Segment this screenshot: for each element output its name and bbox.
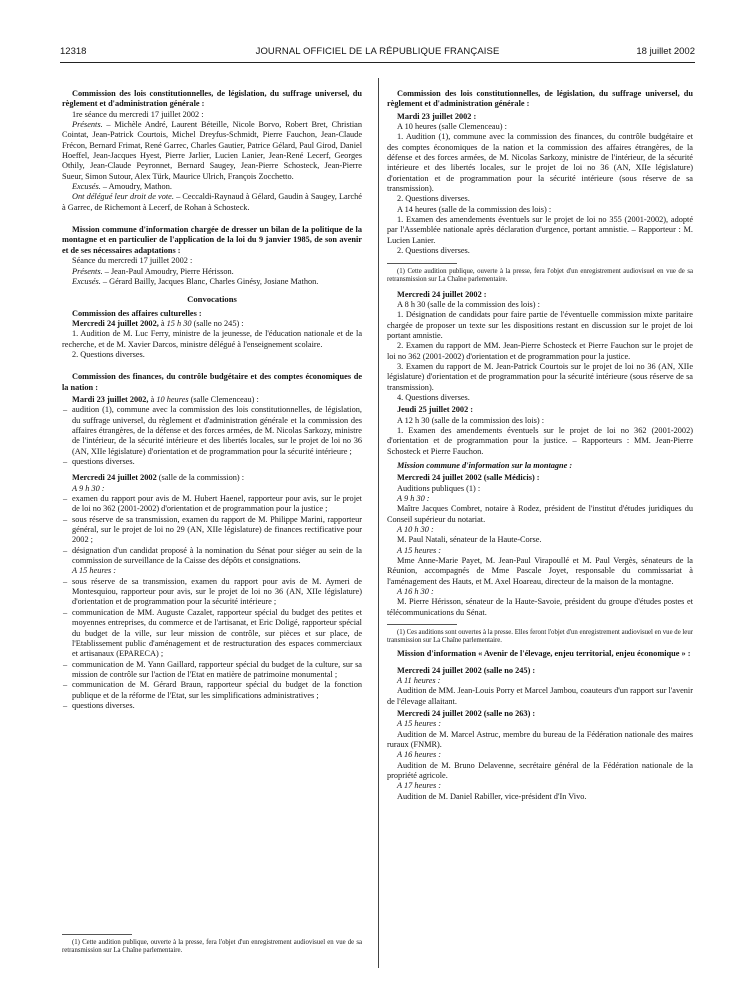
time-slot: A 12 h 30 (salle de la commission des lois) : bbox=[397, 415, 545, 425]
section-title: Commission des affaires culturelles : bbox=[72, 308, 202, 318]
agenda-item: 1. Désignation de candidats pour faire partie de l'éventuelle commission mixte paritaire chargée de proposer un texte sur les dispositions restant en discussion sur le projet de loi portant amnistie. bbox=[387, 310, 693, 340]
meeting-date-bold: Mercredi 24 juillet 2002, bbox=[72, 318, 159, 328]
excuses-label: Excusés. bbox=[72, 182, 101, 192]
section-title: Mission d'information « Avenir de l'élevage, enjeu territorial, enjeu économique » : bbox=[397, 649, 691, 659]
footnote-rule bbox=[387, 624, 457, 625]
audition-item: M. Paul Natali, sénateur de la Haute-Corse. bbox=[397, 535, 542, 545]
agenda-item: – désignation d'un candidat proposé à la nomination du Sénat pour siéger au sein de la commission de surveillance de la Caisse des dépôts et consignations. bbox=[72, 546, 362, 567]
section-commission-lois-convocation bbox=[387, 89, 693, 457]
meeting-room: (salle Clemenceau) : bbox=[188, 394, 259, 404]
meeting-date bbox=[62, 319, 362, 329]
section-title: Commission des lois constitutionnelles, de législation, du suffrage universel, du règlement et d'administration générale : bbox=[387, 89, 693, 109]
audition-item: Audition de M. Bruno Delavenne, secrétaire général de la Fédération nationale de la propriété agricole. bbox=[387, 760, 693, 780]
agenda-item: – audition (1), commune avec la commission des lois constitutionnelles, de législation, du suffrage universel, du règlement et d'administration générale et la commission des affaires étrangères, de la défense et des forces armées, de M. Nicolas Sarkozy, ministre de l'intérieur, de la sécurité intérieure et des libertés locales, sur le projet de loi no 36 (AN, XIIe législature) d'orientation et de programmation pour la sécurité intérieure ; bbox=[72, 405, 362, 457]
time-slot bbox=[387, 546, 693, 556]
time-slot bbox=[387, 525, 693, 535]
audition-item: Maître Jacques Combret, notaire à Rodez, président de l'institut d'études juridiques du Conseil supérieur du notariat. bbox=[387, 504, 693, 524]
footnote: (1) Ces auditions sont ouvertes à la presse. Elles feront l'objet d'un enregistrement audiovisuel en vue de leur transmission sur La Chaîne parlementaire. bbox=[387, 629, 693, 645]
agenda-item: 1. Audition (1), commune avec la commission des finances, du contrôle budgétaire et des comptes économiques de la nation et la commission des affaires étrangères, de la défense et des forces armées, de M. Nicolas Sarkozy, ministre de l'intérieur, de la sécurité intérieure et des libertés locales, sur le projet de loi no 36 (AN, XIIe législature) d'orientation et de programmation pour la sécurité intérieure (sous réserve de sa transmission). bbox=[387, 132, 693, 194]
footnote-rule bbox=[62, 934, 132, 935]
agenda-item: – questions diverses. bbox=[72, 457, 362, 467]
time-slot bbox=[62, 566, 362, 576]
excuses-label: Excusés. bbox=[72, 276, 101, 286]
audition-item: Audition de M. Marcel Astruc, membre du bureau de la Fédération nationale des maires ruraux (FNMR). bbox=[387, 729, 693, 749]
agenda-item: – communication de M. Yann Gaillard, rapporteur spécial du budget de la culture, sur sa mission de contrôle sur l'action de l'Etat en matière de patrimoine monumental ; bbox=[72, 660, 362, 681]
meeting-time: 15 h 30 bbox=[166, 318, 192, 328]
meeting-date bbox=[62, 395, 362, 405]
time-slot-label: A 15 heures : bbox=[397, 545, 442, 555]
section-title: Mission commune d'information chargée de dresser un bilan de la politique de la montagne et en particulier de l'application de la loi du 9 janvier 1985, de son avenir et de ses nécessaires adaptations : bbox=[62, 225, 362, 255]
agenda-list bbox=[62, 577, 362, 711]
presents-text: – Jean-Paul Amoudry, Pierre Hérisson. bbox=[102, 266, 234, 276]
delegation-paragraph bbox=[62, 192, 362, 213]
meeting-date-sep: à bbox=[148, 394, 157, 404]
time-slot bbox=[387, 587, 693, 597]
excuses-text: – Amoudry, Mathon. bbox=[100, 182, 172, 192]
time-slot: A 14 heures (salle de la commission des lois) : bbox=[397, 204, 552, 214]
time-slot-label: A 15 heures : bbox=[397, 719, 442, 729]
presents-text: – Michèle André, Laurent Béteille, Nicole Borvo, Robert Bret, Christian Cointat, Jean-Patrick Courtois, Michel Dreyfus-Schmidt, Pierre Fauchon, Jean-Claude Frécon, Bernard Frimat, René Garrec, Charles Gautier, Patrice Gélard, Paul Girod, Daniel Hoeffel, Jean-Jacques Hyest, Pierre Jarlier, Lucien Lanier, Jean-René Lecerf, Georges Othily, Jean-Claude Peyronnet, Bernard Saugey, Jean-Pierre Schosteck, Jean-Pierre Sueur, Simon Sutour, Alex Türk, Maurice Ulrich, François Zocchetto. bbox=[62, 120, 362, 181]
time-slot bbox=[387, 494, 693, 504]
time-slot-label: A 16 heures : bbox=[397, 750, 442, 760]
meeting-room: (salle de la commission) : bbox=[156, 473, 245, 483]
agenda-item: 2. Questions diverses. bbox=[72, 349, 145, 359]
time-slot bbox=[387, 676, 693, 686]
column-divider bbox=[378, 78, 379, 968]
time-slot-label: A 9 h 30 : bbox=[397, 494, 430, 504]
time-slot-label: A 17 heures : bbox=[397, 781, 442, 791]
agenda-item: – sous réserve de sa transmission, examen du rapport pour avis de M. Aymeri de Montesquiou, rapporteur pour avis, sur le projet de loi no 36 (AN, XIIe législature) d'orientation et de programmation pour la sécurité intérieure ; bbox=[72, 577, 362, 608]
meeting-date: Mercredi 24 juillet 2002 (salle no 245) : bbox=[397, 665, 536, 675]
meeting-date bbox=[62, 473, 362, 483]
excuses-paragraph bbox=[62, 182, 362, 192]
agenda-item: – communication de M. Gérard Braun, rapporteur spécial du budget de la fonction publique et de la réforme de l'Etat, sur les simplifications administratives ; bbox=[72, 680, 362, 701]
right-column bbox=[387, 85, 693, 802]
agenda-item: – questions diverses. bbox=[72, 701, 362, 711]
section-title: Commission des finances, du contrôle budgétaire et des comptes économiques de la nation : bbox=[62, 372, 362, 392]
agenda-item: 3. Examen du rapport de M. Jean-Patrick Courtois sur le projet de loi no 36 (AN, XIIe législature) d'orientation et de programmation pour la sécurité intérieure (sous réserve de sa transmission). bbox=[387, 361, 693, 392]
agenda-item: 1. Audition de M. Luc Ferry, ministre de la jeunesse, de l'éducation nationale et de la recherche, et de M. Xavier Darcos, ministre délégué à l'enseignement scolaire. bbox=[62, 329, 362, 349]
excuses-paragraph bbox=[62, 277, 362, 287]
time-slot bbox=[387, 781, 693, 791]
meeting-date-bold: Mercredi 24 juillet 2002 bbox=[72, 473, 157, 483]
audition-item: Audition de MM. Jean-Louis Porry et Marcel Jambou, coauteurs d'un rapport sur l'avenir de l'élevage allaitant. bbox=[387, 686, 693, 706]
section-mission-montagne bbox=[387, 461, 693, 645]
audition-item: M. Pierre Hérisson, sénateur de la Haute-Savoie, président du groupe d'études postes et télécommunications du Sénat. bbox=[387, 597, 693, 617]
section-commission-lois-seance bbox=[62, 89, 362, 213]
presents-label: Présents. bbox=[72, 120, 103, 130]
audition-item: Audition de M. Daniel Rabiller, vice-président d'In Vivo. bbox=[397, 791, 587, 801]
footnote: (1) Cette audition publique, ouverte à la presse, fera l'objet d'un enregistrement audiovisuel en vue de sa retransmission sur La Chaîne parlementaire. bbox=[62, 939, 362, 954]
agenda-item: – communication de MM. Auguste Cazalet, rapporteur spécial du budget des petites et moyennes entreprises, du commerce et de l'artisanat, et Eric Doligé, rapporteur spécial du budget de la ville, sur leur mission de contrôle, sur pièces et sur place, de l'Etablissement public d'aménagement et de restructuration des espaces commerciaux et artisanaux (EPARECA) ; bbox=[72, 608, 362, 660]
agenda-item: – sous réserve de sa transmission, examen du rapport de M. Philippe Marini, rapporteur général, sur le projet de loi no 29 (AN, XIIe législature) de finances rectificative pour 2002 ; bbox=[72, 515, 362, 546]
time-slot-label: A 16 h 30 : bbox=[397, 587, 434, 597]
presents-label: Présents. bbox=[72, 266, 103, 276]
meeting-date: Mercredi 24 juillet 2002 (salle no 263) : bbox=[397, 708, 536, 718]
auditions-label: Auditions publiques (1) : bbox=[397, 483, 481, 493]
time-slot: A 8 h 30 (salle de la commission des lois) : bbox=[397, 299, 540, 309]
issue-date: 18 juillet 2002 bbox=[636, 46, 695, 57]
journal-title: JOURNAL OFFICIEL DE LA RÉPUBLIQUE FRANÇAISE bbox=[255, 46, 500, 57]
header-rule bbox=[60, 62, 695, 63]
page-number: 12318 bbox=[60, 46, 87, 57]
meeting-date: Mardi 23 juillet 2002 : bbox=[397, 111, 477, 121]
meeting-date-bold: Mardi 23 juillet 2002, bbox=[72, 394, 149, 404]
time-slot: A 10 heures (salle Clemenceau) : bbox=[397, 122, 507, 132]
agenda-item: 1. Examen des amendements éventuels sur le projet de loi no 355 (2001-2002), adopté par l'Assemblée nationale après déclaration d'urgence, portant amnistie. – Rapporteur : M. Lucien Lanier. bbox=[387, 215, 693, 245]
seance-line: 1re séance du mercredi 17 juillet 2002 : bbox=[72, 109, 204, 119]
agenda-item: 1. Examen des amendements éventuels sur le projet de loi no 362 (2001-2002) d'orientation et de programmation pour la justice. – Rapporteurs : MM. Jean-Pierre Schosteck et Pierre Fauchon. bbox=[387, 425, 693, 456]
delegation-text: – Ceccaldi-Raynaud à Gélard, Gaudin à Saugey, Larché à Garrec, de Richemont à Lecerf, de Rohan à Schosteck. bbox=[62, 192, 362, 212]
section-commission-finances bbox=[62, 372, 362, 711]
page-header bbox=[60, 46, 695, 60]
convocations-heading: Convocations bbox=[187, 294, 237, 305]
meeting-time: 10 heures bbox=[156, 394, 189, 404]
agenda-item: – examen du rapport pour avis de M. Hubert Haenel, rapporteur pour avis, sur le projet de loi no 362 (2001-2002) d'orientation et de programmation pour la justice ; bbox=[72, 494, 362, 515]
time-slot bbox=[387, 750, 693, 760]
excuses-text: – Gérard Bailly, Jacques Blanc, Charles Ginésy, Josiane Mathon. bbox=[100, 276, 319, 286]
presents-paragraph bbox=[62, 120, 362, 182]
presents-paragraph bbox=[62, 267, 362, 277]
section-title: Commission des lois constitutionnelles, de législation, du suffrage universel, du règlement et d'administration générale : bbox=[62, 89, 362, 109]
delegation-label: Ont délégué leur droit de vote. bbox=[72, 192, 174, 202]
section-affaires-culturelles bbox=[62, 309, 362, 361]
time-slot bbox=[62, 484, 362, 494]
time-slot-label: A 9 h 30 : bbox=[72, 483, 105, 493]
time-slot-label: A 15 heures : bbox=[72, 566, 117, 576]
time-slot bbox=[387, 719, 693, 729]
section-mission-montagne-seance bbox=[62, 225, 362, 287]
time-slot-label: A 10 h 30 : bbox=[397, 525, 434, 535]
agenda-item: 4. Questions diverses. bbox=[397, 392, 470, 402]
seance-line: Séance du mercredi 17 juillet 2002 : bbox=[72, 256, 193, 266]
meeting-room: (salle no 245) : bbox=[191, 318, 244, 328]
meeting-date-sep: à bbox=[158, 318, 167, 328]
left-footnote-block bbox=[62, 928, 362, 955]
agenda-list bbox=[62, 405, 362, 467]
meeting-date: Jeudi 25 juillet 2002 : bbox=[397, 405, 474, 415]
agenda-item: 2. Questions diverses. bbox=[397, 246, 470, 256]
footnote: (1) Cette audition publique, ouverte à la presse, fera l'objet d'un enregistrement audiovisuel en vue de sa retransmission sur La Chaîne parlementaire. bbox=[387, 267, 693, 283]
agenda-item: 2. Questions diverses. bbox=[397, 194, 470, 204]
audition-item: Mme Anne-Marie Payet, M. Jean-Paul Virapoullé et M. Paul Vergès, sénateurs de la Réunion, accompagnés de Mme Pascale Joyet, responsable du commissariat à l'aménagement des Hauts, et M. Axel Hoareau, directeur de la maison de la montagne. bbox=[387, 556, 693, 586]
meeting-date: Mercredi 24 juillet 2002 : bbox=[397, 289, 487, 299]
section-mission-elevage bbox=[387, 649, 693, 802]
agenda-list bbox=[62, 494, 362, 566]
footnote-rule bbox=[387, 263, 457, 264]
section-title: Mission commune d'information sur la montagne : bbox=[397, 461, 573, 470]
time-slot-label: A 11 heures : bbox=[397, 675, 441, 685]
meeting-date: Mercredi 24 juillet 2002 (salle Médicis) : bbox=[397, 473, 540, 483]
agenda-item: 2. Examen du rapport de MM. Jean-Pierre Schosteck et Pierre Fauchon sur le projet de loi no 362 (2001-2002) d'orientation et de programmation pour la justice. bbox=[387, 341, 693, 361]
left-column bbox=[62, 85, 362, 711]
